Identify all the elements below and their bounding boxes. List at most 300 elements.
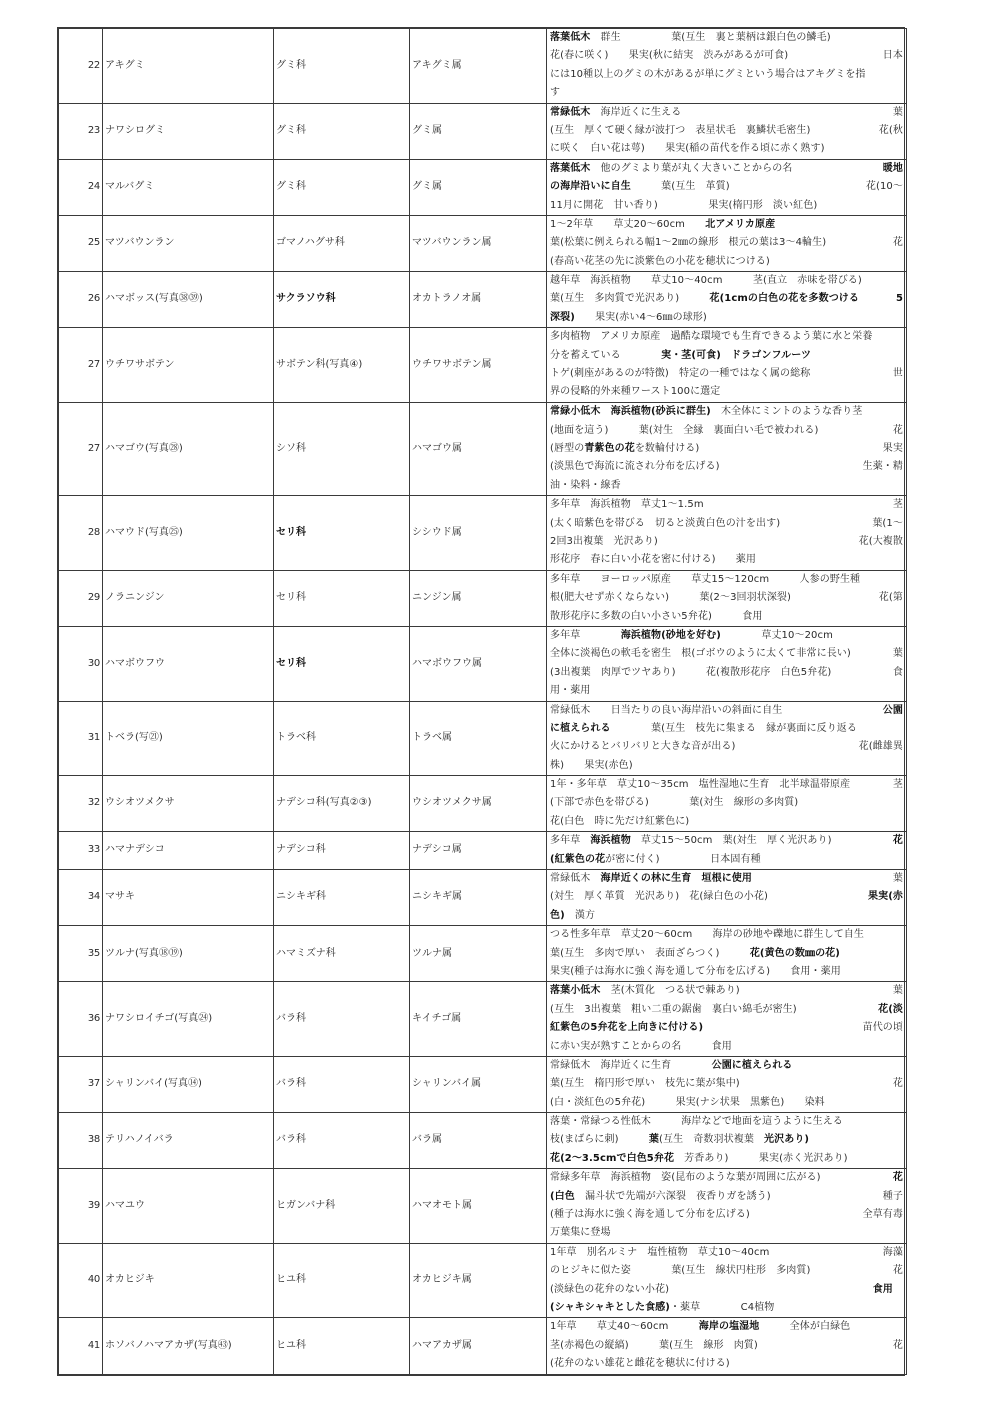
plant-description (547, 832, 907, 870)
plant-genus: ハマオモト属 (410, 1169, 547, 1244)
plant-description (547, 29, 907, 104)
line-text-right (893, 104, 903, 122)
row-number: 40 (59, 1243, 103, 1318)
plant-name: ツルナ(写真⑱⑲) (103, 926, 274, 982)
emphasis-text: 食用 (872, 1283, 903, 1295)
line-text (550, 328, 873, 346)
plant-family: バラ科 (274, 982, 410, 1057)
emphasis-text: 花 (892, 1172, 903, 1184)
text-segment: 1年草 別名ルミナ 塩性植物 草丈10～40cm (550, 1246, 770, 1258)
plant-description (547, 701, 907, 776)
row-number: 28 (59, 496, 103, 571)
text-segment: 葉 (892, 873, 903, 885)
plant-family: グミ科 (274, 29, 410, 104)
line-text (550, 47, 788, 65)
text-segment: 常緑低木 (550, 873, 601, 885)
text-segment: には10種以上のグミの木があるが単にグミという場合はアキグミを指 (550, 68, 866, 80)
text-segment: ・薬草 C4植物 (669, 1302, 775, 1313)
row-number: 26 (59, 272, 103, 328)
plant-description (547, 982, 907, 1057)
description-line (550, 1019, 903, 1037)
description-line (550, 253, 903, 271)
plant-family: ヒユ科 (274, 1243, 410, 1318)
description-line (550, 776, 903, 794)
text-segment: に咲く 白い花は萼) 果実(稲の苗代を作る頃に赤く熟す) (550, 143, 825, 155)
text-segment: 花 (892, 424, 903, 436)
text-segment: 葉(互生 革質) (630, 181, 730, 193)
plant-name: ホソバノハマアカザ(写真㊸) (103, 1318, 274, 1374)
plant-name: ハマボッス(写真㊳㊴) (103, 272, 274, 328)
line-text (550, 1057, 792, 1075)
text-segment: 果実(赤い4～6㎜の球形) (574, 311, 707, 323)
line-text (550, 1075, 740, 1093)
line-text (550, 551, 756, 569)
emphasis-text: 花(黄色の数㎜の花) (749, 947, 840, 959)
plant-family: サボテン科(写真④) (274, 328, 410, 403)
line-text-right (893, 365, 903, 383)
table-row (59, 103, 907, 159)
text-segment: 葉 (892, 985, 903, 997)
description-line (550, 383, 903, 401)
description-line (550, 832, 903, 850)
line-text (550, 403, 862, 421)
plant-name: ハマユウ (103, 1169, 274, 1244)
plant-name: トベラ(写㉑) (103, 701, 274, 776)
plant-genus: バラ属 (410, 1113, 547, 1169)
description-line (550, 178, 903, 196)
description-line (550, 907, 903, 925)
description-line (550, 551, 903, 569)
description-line (550, 794, 903, 812)
line-text (550, 1262, 811, 1280)
line-text (550, 1281, 669, 1299)
line-text-right (893, 234, 903, 252)
plant-family: ヒガンバナ科 (274, 1169, 410, 1244)
line-text-right (879, 589, 903, 607)
line-text (550, 757, 633, 775)
description-line (550, 272, 903, 290)
description-line (550, 571, 903, 589)
text-segment: 花 (892, 1078, 903, 1090)
text-segment: 葉(互生 楕円形で厚い 枝先に葉が集中) (550, 1078, 740, 1090)
emphasis-text: (白色 (550, 1190, 575, 1202)
row-number: 23 (59, 103, 103, 159)
line-text (550, 1244, 769, 1262)
table-row (59, 832, 907, 870)
plant-family: シソ科 (274, 403, 410, 496)
line-text-right (893, 1337, 903, 1355)
line-text-right (883, 160, 903, 178)
text-segment: 漏斗状で先端が六深裂 夜香りガを誘う) (574, 1190, 771, 1202)
plant-family: グミ科 (274, 159, 410, 215)
text-segment: 食 (892, 666, 903, 678)
text-segment: 群生 葉(互生 裏と葉柄は銀白色の鱗毛) (590, 32, 831, 43)
row-number: 41 (59, 1318, 103, 1374)
line-text (550, 515, 780, 533)
emphasis-text: 5 (895, 293, 903, 305)
plant-genus: マツバウンラン属 (410, 215, 547, 271)
description-line (550, 682, 903, 700)
plant-genus: オカヒジキ属 (410, 1243, 547, 1318)
emphasis-text: 深裂) (550, 311, 575, 323)
text-segment: (互生 厚くて硬く縁が波打つ 表星状毛 裏鱗状毛密生) (550, 124, 811, 136)
text-segment: 葉(互生 多肉質で光沢あり) (550, 293, 710, 305)
plant-description (547, 403, 907, 496)
plant-genus: オカトラノオ属 (410, 272, 547, 328)
text-segment: (淡黒色で海流に流され分布を広げる) (550, 461, 720, 473)
emphasis-text: 光沢あり) (764, 1134, 810, 1146)
description-line (550, 963, 903, 981)
plant-genus: ニンジン属 (410, 570, 547, 626)
text-segment: 常緑低木 海岸近くに生育 (550, 1059, 712, 1071)
line-text-right (893, 496, 903, 514)
table-row (59, 1056, 907, 1112)
text-segment: す (550, 87, 561, 99)
text-segment: つる性多年草 草丈20～60cm 海岸の砂地や礫地に群生して自生 (550, 929, 864, 941)
text-segment: 果実(種子は海水に強く海を通して分布を広げる) 食用・薬用 (550, 965, 841, 977)
text-segment: 形花序 春に白い小花を密に付ける) 薬用 (550, 554, 757, 566)
line-text-right (873, 1281, 903, 1299)
description-line (550, 234, 903, 252)
text-segment: 花(雌雄異 (858, 741, 903, 753)
line-text-right (863, 1019, 903, 1037)
text-segment: 木全体にミントのような香り茎 (710, 406, 863, 418)
plant-name: ナワシログミ (103, 103, 274, 159)
table-row (59, 1243, 907, 1318)
row-number: 39 (59, 1169, 103, 1244)
line-text (550, 1113, 843, 1131)
description-line (550, 533, 903, 551)
line-text (550, 477, 621, 495)
row-number: 32 (59, 776, 103, 832)
text-segment: 花(第 (878, 592, 903, 604)
plant-family: ナデシコ科(写真②③) (274, 776, 410, 832)
text-segment: (3出複葉 肉厚でツヤあり) 花(複散形花序 白色5弁花) (550, 666, 832, 678)
plant-name: ノラニンジン (103, 570, 274, 626)
text-segment: 花 (892, 1339, 903, 1351)
plant-name: ウシオツメクサ (103, 776, 274, 832)
text-segment: 多年草 (550, 835, 591, 847)
text-segment: (太く暗紫色を帯びる 切ると淡黄白色の汁を出す) (550, 517, 781, 529)
text-segment: 葉(松葉に例えられる幅1～2㎜の線形 根元の葉は3～4輪生) (550, 237, 827, 249)
text-segment: 葉 (892, 648, 903, 660)
plant-description (547, 1318, 907, 1374)
text-segment: 茎 (892, 779, 903, 791)
description-line (550, 1094, 903, 1112)
line-text (550, 253, 770, 271)
plant-description (547, 1169, 907, 1244)
line-text (550, 851, 761, 869)
emphasis-text: 北アメリカ原産 (705, 218, 776, 230)
line-text-right (879, 122, 903, 140)
description-line (550, 1299, 903, 1317)
line-text (550, 84, 560, 102)
text-segment: 葉(1～ (872, 517, 903, 529)
line-text (550, 365, 810, 383)
line-text-right (896, 290, 903, 308)
line-text (550, 272, 862, 290)
line-text (550, 29, 831, 47)
text-segment: 用・薬用 (550, 685, 591, 697)
line-text-right (893, 982, 903, 1000)
line-text (550, 1224, 611, 1242)
line-text (550, 982, 740, 1000)
text-segment: 常緑低木 日当たりの良い海岸沿いの斜面に自生 (550, 704, 783, 716)
description-line (550, 47, 903, 65)
plant-table-body (59, 29, 907, 1375)
line-text (550, 1188, 771, 1206)
text-segment: (下部で赤色を帯びる) 葉(対生 線形の多肉質) (550, 797, 799, 809)
table-row (59, 570, 907, 626)
emphasis-text: に植えられる (550, 722, 611, 734)
line-text-right (859, 738, 903, 756)
description-line (550, 1318, 903, 1336)
emphasis-text: 公園に植えられる (711, 1059, 793, 1071)
description-line (550, 477, 903, 495)
emphasis-text: 常緑小低木 海浜植物(砂浜に群生) (550, 406, 711, 418)
line-text-right (893, 1262, 903, 1280)
emphasis-text: 果実(赤 (868, 891, 903, 903)
line-text (550, 234, 826, 252)
line-text-right (893, 832, 903, 850)
plant-genus: ニシキギ属 (410, 870, 547, 926)
description-line (550, 1337, 903, 1355)
plant-genus: ハマボウフウ属 (410, 626, 547, 701)
plant-description (547, 496, 907, 571)
plant-description (547, 570, 907, 626)
line-text-right (883, 440, 903, 458)
description-line (550, 851, 903, 869)
line-text (550, 813, 689, 831)
text-segment: 世 (892, 368, 903, 380)
description-line (550, 757, 903, 775)
plant-genus: キイチゴ属 (410, 982, 547, 1057)
description-line (550, 813, 903, 831)
description-line (550, 627, 903, 645)
description-line (550, 496, 903, 514)
row-number: 27 (59, 328, 103, 403)
description-line (550, 84, 903, 102)
line-text-right (866, 178, 903, 196)
line-text (550, 589, 791, 607)
plant-genus: ウシオツメクサ属 (410, 776, 547, 832)
plant-family: バラ科 (274, 1056, 410, 1112)
plant-name: テリハノイバラ (103, 1113, 274, 1169)
text-segment: 花(10～ (865, 181, 903, 193)
emphasis-text: 落葉小低木 (550, 985, 601, 997)
line-text-right (893, 776, 903, 794)
text-segment: 分を蓄えている (550, 349, 662, 361)
plant-family: サクラソウ科 (274, 272, 410, 328)
emphasis-text: 色) (550, 909, 565, 921)
line-text (550, 496, 704, 514)
description-line (550, 66, 903, 84)
line-text (550, 682, 590, 700)
line-text (550, 1337, 758, 1355)
line-text-right (883, 1188, 903, 1206)
plant-genus: ツルナ属 (410, 926, 547, 982)
description-line (550, 197, 903, 215)
text-segment: 花(白色 時に先だけ紅紫色に) (550, 815, 690, 827)
line-text-right (893, 645, 903, 663)
emphasis-text: 公園 (882, 704, 903, 716)
line-text (550, 1150, 848, 1168)
emphasis-text: 花 (892, 835, 903, 847)
text-segment: 株) 果実(赤色) (550, 759, 633, 771)
line-text (550, 160, 792, 178)
text-segment: (互生 3出複葉 粗い二重の鋸歯 裏白い綿毛が密生) (550, 1003, 797, 1015)
line-text (550, 963, 841, 981)
description-line (550, 888, 903, 906)
plant-description (547, 159, 907, 215)
line-text (550, 440, 699, 458)
line-text-right (893, 870, 903, 888)
line-text (550, 945, 840, 963)
plant-description (547, 776, 907, 832)
text-segment: (唇型の (550, 443, 585, 455)
text-segment: 葉 (892, 106, 903, 118)
emphasis-text: 暖地 (882, 162, 903, 174)
description-line (550, 104, 903, 122)
table-row (59, 1113, 907, 1169)
line-text (550, 290, 859, 308)
description-line (550, 1057, 903, 1075)
plant-family: セリ科 (274, 626, 410, 701)
line-text-right (883, 47, 903, 65)
text-segment: 全体に淡褐色の軟毛を密生 根(ゴボウのように太くて非常に長い) (550, 648, 851, 660)
line-text (550, 1094, 825, 1112)
plant-genus: ナデシコ属 (410, 832, 547, 870)
line-text (550, 1169, 821, 1187)
plant-family: セリ科 (274, 496, 410, 571)
plant-name: シャリンバイ(写真⑭) (103, 1056, 274, 1112)
description-line (550, 1281, 903, 1299)
plant-family: ヒユ科 (274, 1318, 410, 1374)
row-number: 35 (59, 926, 103, 982)
description-line (550, 290, 903, 308)
description-line (550, 458, 903, 476)
table-row (59, 626, 907, 701)
line-text (550, 776, 850, 794)
emphasis-text: 花(2～3.5cmで白色5弁花 (550, 1152, 675, 1164)
line-text-right (883, 702, 903, 720)
description-line (550, 29, 903, 47)
plant-description (547, 626, 907, 701)
text-segment: (白・淡紅色の5弁花) 果実(ナシ状果 黒紫色) 染料 (550, 1096, 825, 1108)
text-segment: 草丈10～20cm (720, 629, 833, 641)
text-segment: (春高い花茎の先に淡紫色の小花を穂状につける) (550, 255, 770, 267)
table-row (59, 870, 907, 926)
text-segment: 葉(互生 枝先に集まる 縁が裏面に反り返る (610, 722, 858, 734)
description-line (550, 347, 903, 365)
row-number: 22 (59, 29, 103, 104)
plant-description (547, 1056, 907, 1112)
plant-name: ウチワサボテン (103, 328, 274, 403)
emphasis-text: (紅紫色の花 (550, 853, 606, 865)
line-text (550, 309, 707, 327)
line-text (550, 178, 730, 196)
plant-name: オカヒジキ (103, 1243, 274, 1318)
text-segment: (地面を這う) 葉(対生 全縁 裏面白い毛で被われる) (550, 424, 819, 436)
description-line (550, 1131, 903, 1149)
line-text-right (863, 458, 903, 476)
text-segment: 万葉集に登場 (550, 1227, 611, 1239)
line-text (550, 66, 866, 84)
line-text (550, 1038, 732, 1056)
table-row (59, 1318, 907, 1374)
emphasis-text: の海岸沿いに自生 (550, 181, 631, 193)
plant-description (547, 870, 907, 926)
description-line (550, 645, 903, 663)
plant-description (547, 103, 907, 159)
text-segment: トゲ(刺座があるのが特徴) 特定の一種ではなく属の総称 (550, 368, 811, 380)
emphasis-text: 花(淡 (878, 1003, 903, 1015)
line-text (550, 422, 819, 440)
plant-genus: ハマゴウ属 (410, 403, 547, 496)
line-text-right (868, 888, 903, 906)
plant-description (547, 215, 907, 271)
text-segment: 他のグミより葉が丸く大きいことからの名 (590, 162, 793, 174)
plant-genus: グミ属 (410, 159, 547, 215)
plant-genus: シャリンバイ属 (410, 1056, 547, 1112)
plant-description (547, 272, 907, 328)
line-text (550, 216, 775, 234)
row-number: 38 (59, 1113, 103, 1169)
text-segment: 常緑多年草 海浜植物 姿(昆布のような葉が周囲に広がる) (550, 1172, 821, 1184)
text-segment: (互生 奇数羽状複葉 (659, 1134, 765, 1146)
line-text-right (883, 1244, 903, 1262)
line-text (550, 907, 595, 925)
emphasis-text: 常緑低木 (550, 106, 591, 118)
text-segment: 茎 (892, 499, 903, 511)
line-text-right (863, 1206, 903, 1224)
text-segment: (花弁のない雄花と雌花を穂状に付ける) (550, 1358, 730, 1370)
line-text (550, 645, 851, 663)
emphasis-text: 青紫色の花 (584, 443, 635, 455)
text-segment: 2回3出複葉 光沢あり) (550, 535, 658, 547)
emphasis-text: 海浜植物 (590, 835, 631, 847)
description-line (550, 945, 903, 963)
row-number: 25 (59, 215, 103, 271)
row-number: 31 (59, 701, 103, 776)
description-line (550, 1001, 903, 1019)
line-text (550, 122, 811, 140)
text-segment: 海藻 (882, 1246, 903, 1258)
text-segment: 全草有毒 (862, 1209, 903, 1221)
plant-name: ハマボウフウ (103, 626, 274, 701)
row-number: 34 (59, 870, 103, 926)
line-text (550, 1131, 809, 1149)
line-text (550, 1318, 850, 1336)
text-segment: 油・染料・線香 (550, 479, 621, 491)
plant-name: ハマゴウ(写真㉘) (103, 403, 274, 496)
plant-description (547, 1243, 907, 1318)
emphasis-text: 海岸の塩湿地 (698, 1321, 760, 1333)
row-number: 33 (59, 832, 103, 870)
line-text (550, 197, 817, 215)
text-segment: に赤い実が熟すことからの名 食用 (550, 1040, 732, 1052)
plant-name: マツバウンラン (103, 215, 274, 271)
plant-family: ハマミズナ科 (274, 926, 410, 982)
description-line (550, 1169, 903, 1187)
plant-description (547, 328, 907, 403)
line-text-right (893, 1169, 903, 1187)
description-line (550, 1113, 903, 1131)
line-text-right (859, 533, 903, 551)
line-text (550, 458, 720, 476)
emphasis-text: 落葉低木 (550, 162, 591, 174)
text-segment: 根(肥大せず赤くならない) 葉(2～3回羽状深裂) (550, 592, 792, 604)
